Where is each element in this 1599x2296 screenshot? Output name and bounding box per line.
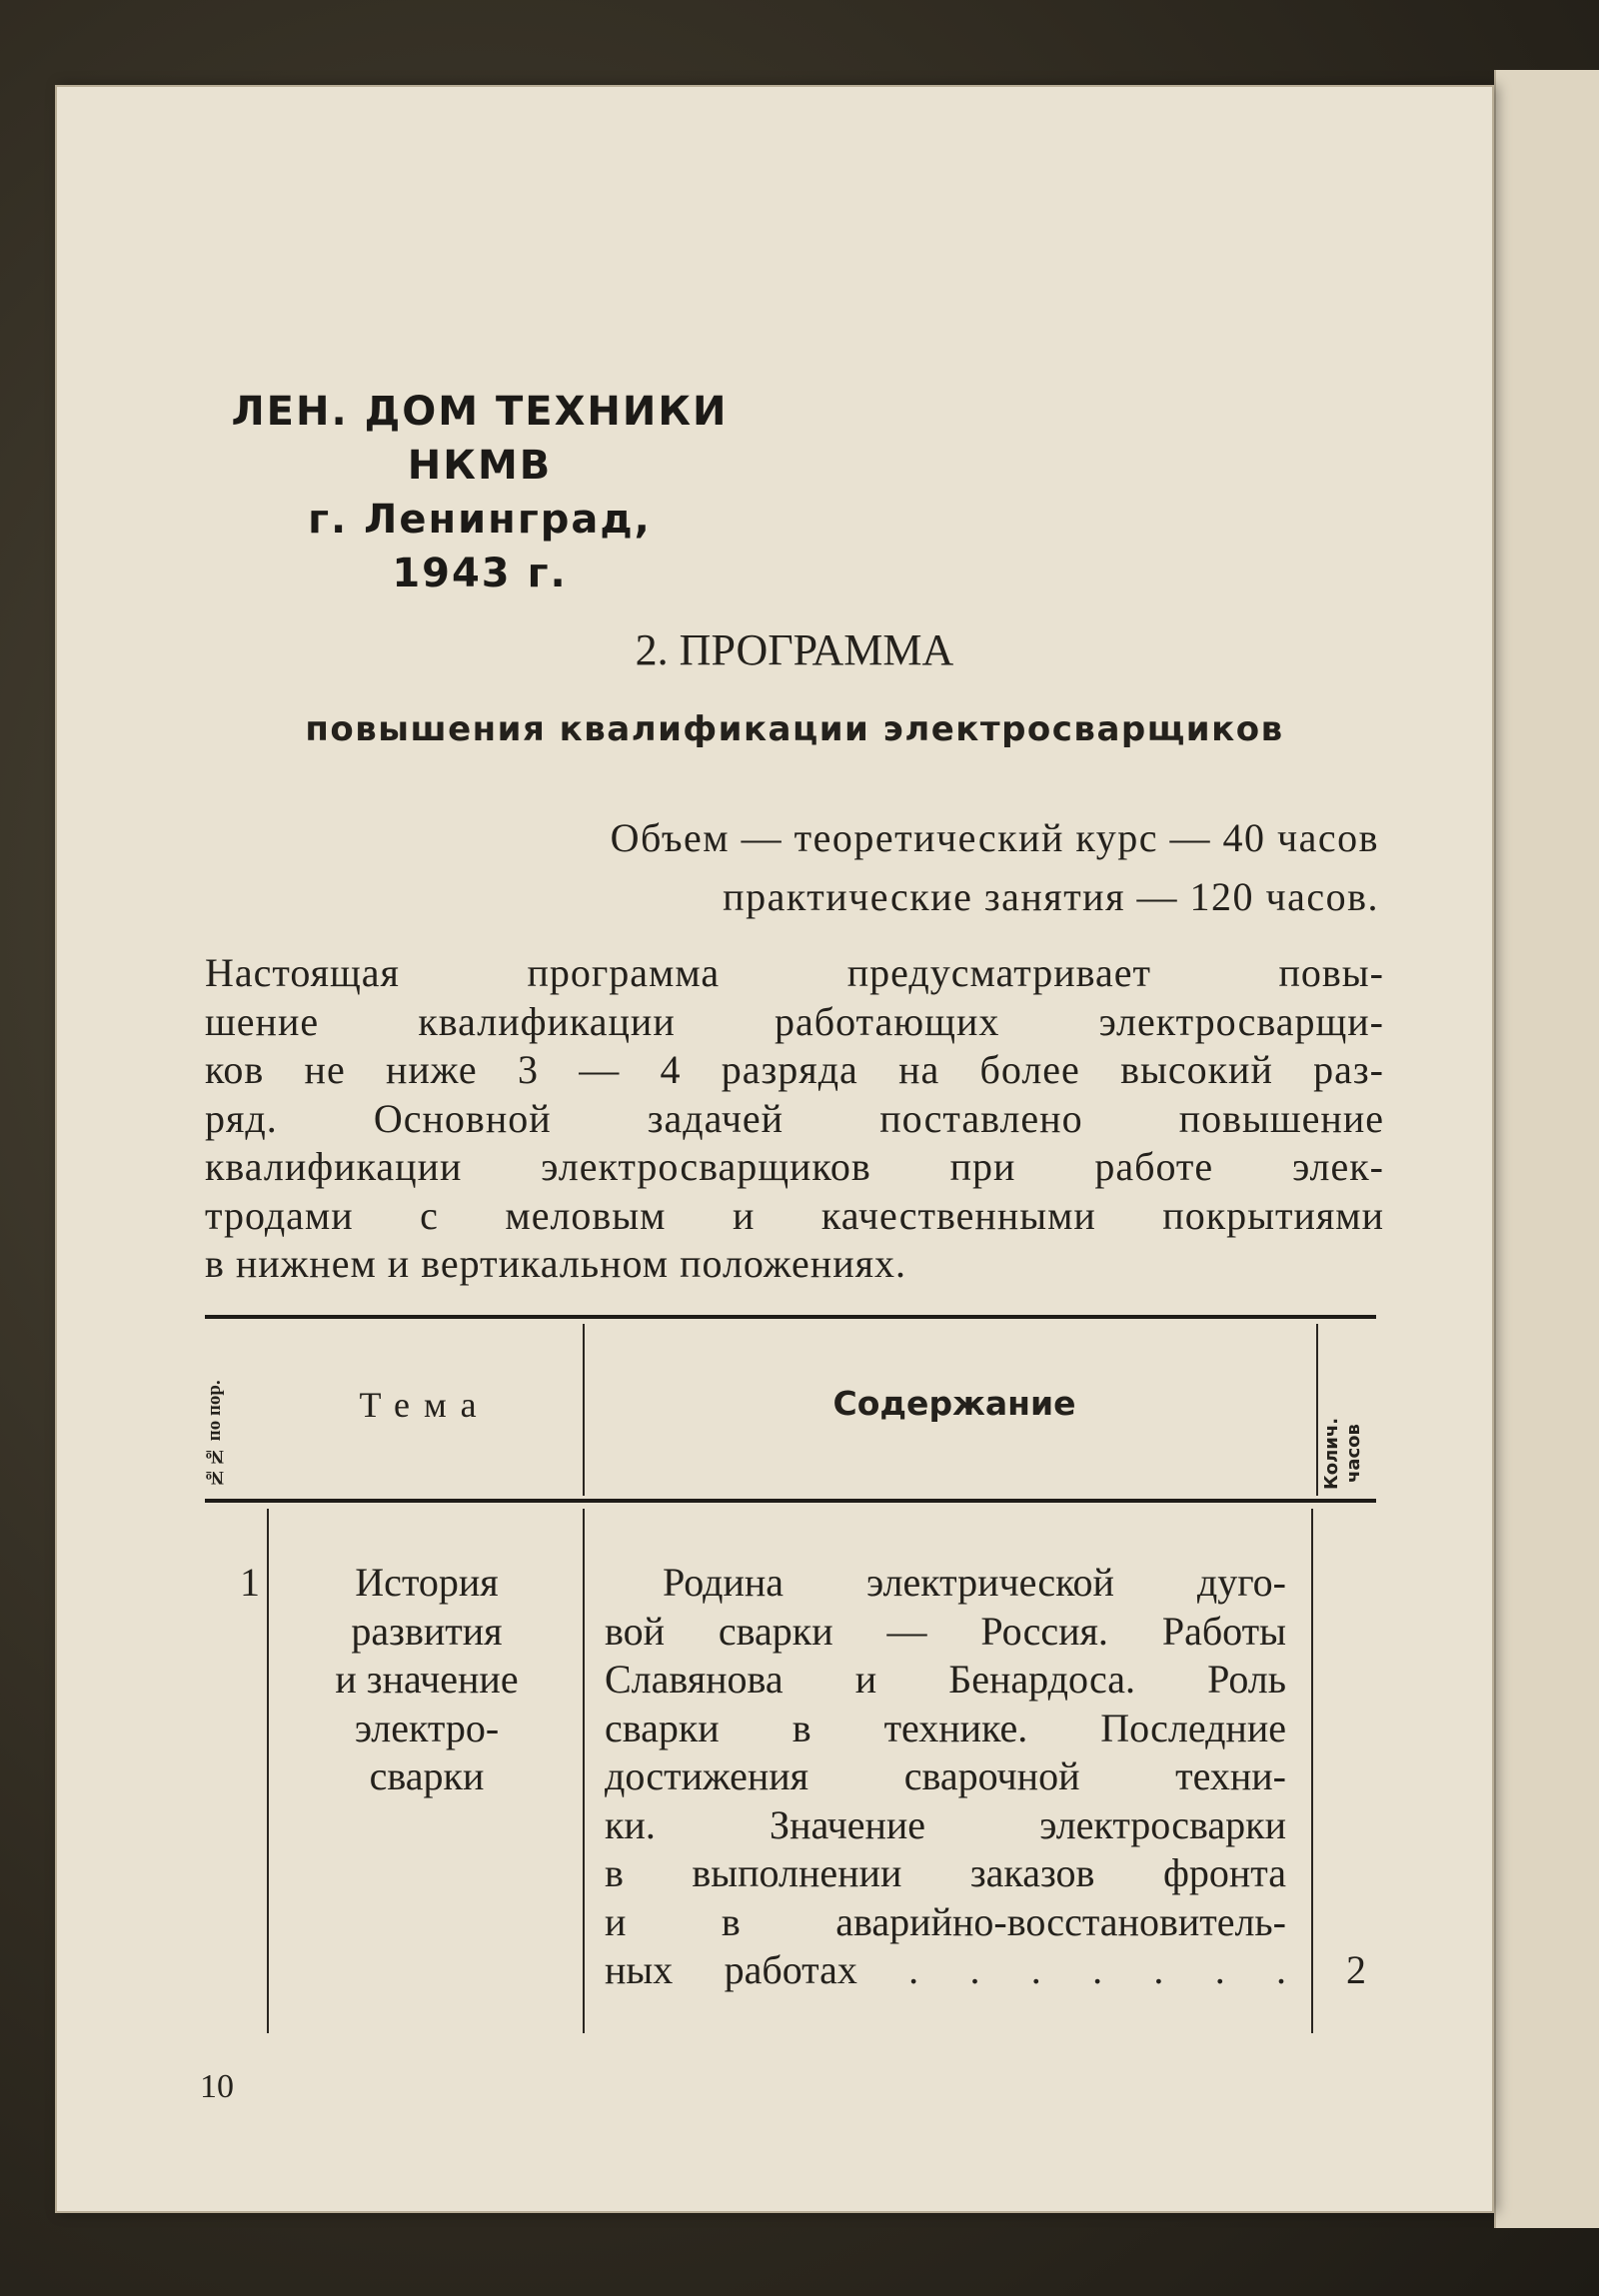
program-title: 2. ПРОГРАММА: [635, 625, 954, 674]
paragraph-line: Настоящая программа предусматривает повы-: [205, 950, 1384, 995]
content-line: и в аварийно-восстановитель-: [605, 1898, 1286, 1944]
content-line: ки. Значение электросварки: [605, 1801, 1286, 1847]
stamp-line: ЛЕН. ДОМ ТЕХНИКИ: [231, 389, 729, 435]
row-hours: 2: [1346, 1947, 1366, 1992]
intro-paragraph: [205, 949, 1384, 1289]
paragraph-line: шение квалификации работающих электросварщи-: [205, 998, 1384, 1044]
header-topic: Тема: [359, 1385, 491, 1425]
paragraph-line: квалификации электросварщиков при работе элек-: [205, 1144, 1384, 1189]
topic-line: и значение: [335, 1657, 519, 1702]
library-stamp: [210, 385, 750, 600]
table-top-rule: [205, 1315, 1376, 1319]
content-line: сварки в технике. Последние: [605, 1705, 1286, 1750]
stamp-line: НКМВ: [407, 443, 553, 489]
header-hours: Колич. часов: [1321, 1417, 1364, 1491]
paragraph-line: ков не ниже 3 — 4 разряда на более высокий раз-: [205, 1047, 1384, 1092]
paragraph-line: тродами с меловым и качественными покрытиями: [205, 1192, 1384, 1238]
content-line: вой сварки — Россия. Работы: [605, 1608, 1286, 1654]
volume-practice: практические занятия — 120 часов.: [723, 874, 1379, 919]
content-line: в выполнении заказов фронта: [605, 1850, 1286, 1895]
table-column-divider: [583, 1509, 585, 2033]
stamp-line: 1943 г.: [392, 551, 568, 596]
topic-line: сварки: [369, 1753, 485, 1798]
content-line: Родина электрической дуго-: [663, 1560, 1286, 1605]
topic-line: электро-: [354, 1705, 500, 1750]
row-topic: [272, 1559, 582, 1801]
topic-line: развития: [351, 1608, 503, 1654]
paragraph-line: ряд. Основной задачей поставлено повышение: [205, 1095, 1384, 1141]
table-column-divider: [1311, 1509, 1313, 2033]
content-line: ных работах . . . . . . .: [605, 1947, 1286, 1992]
next-page-edge: [1494, 70, 1599, 2228]
row-content: [605, 1559, 1286, 1995]
table-header-rule: [205, 1499, 1376, 1503]
volume-theory: Объем — теоретический курс — 40 часов: [610, 815, 1379, 860]
program-subtitle: повышения квалификации электросварщиков: [305, 709, 1284, 749]
content-line: достижения сварочной техни-: [605, 1753, 1286, 1798]
header-content: Содержание: [832, 1384, 1076, 1423]
paragraph-line: в нижнем и вертикальном положениях.: [205, 1241, 906, 1286]
header-number: №№ по пор.: [204, 1380, 225, 1488]
page-number: 10: [200, 2068, 234, 2105]
table-column-divider: [583, 1324, 585, 1496]
row-number: 1: [240, 1560, 260, 1605]
topic-line: История: [355, 1560, 499, 1605]
table-column-divider: [267, 1509, 269, 2033]
content-line: Славянова и Бенардоса. Роль: [605, 1657, 1286, 1702]
stamp-line: г. Ленинград,: [308, 497, 652, 543]
